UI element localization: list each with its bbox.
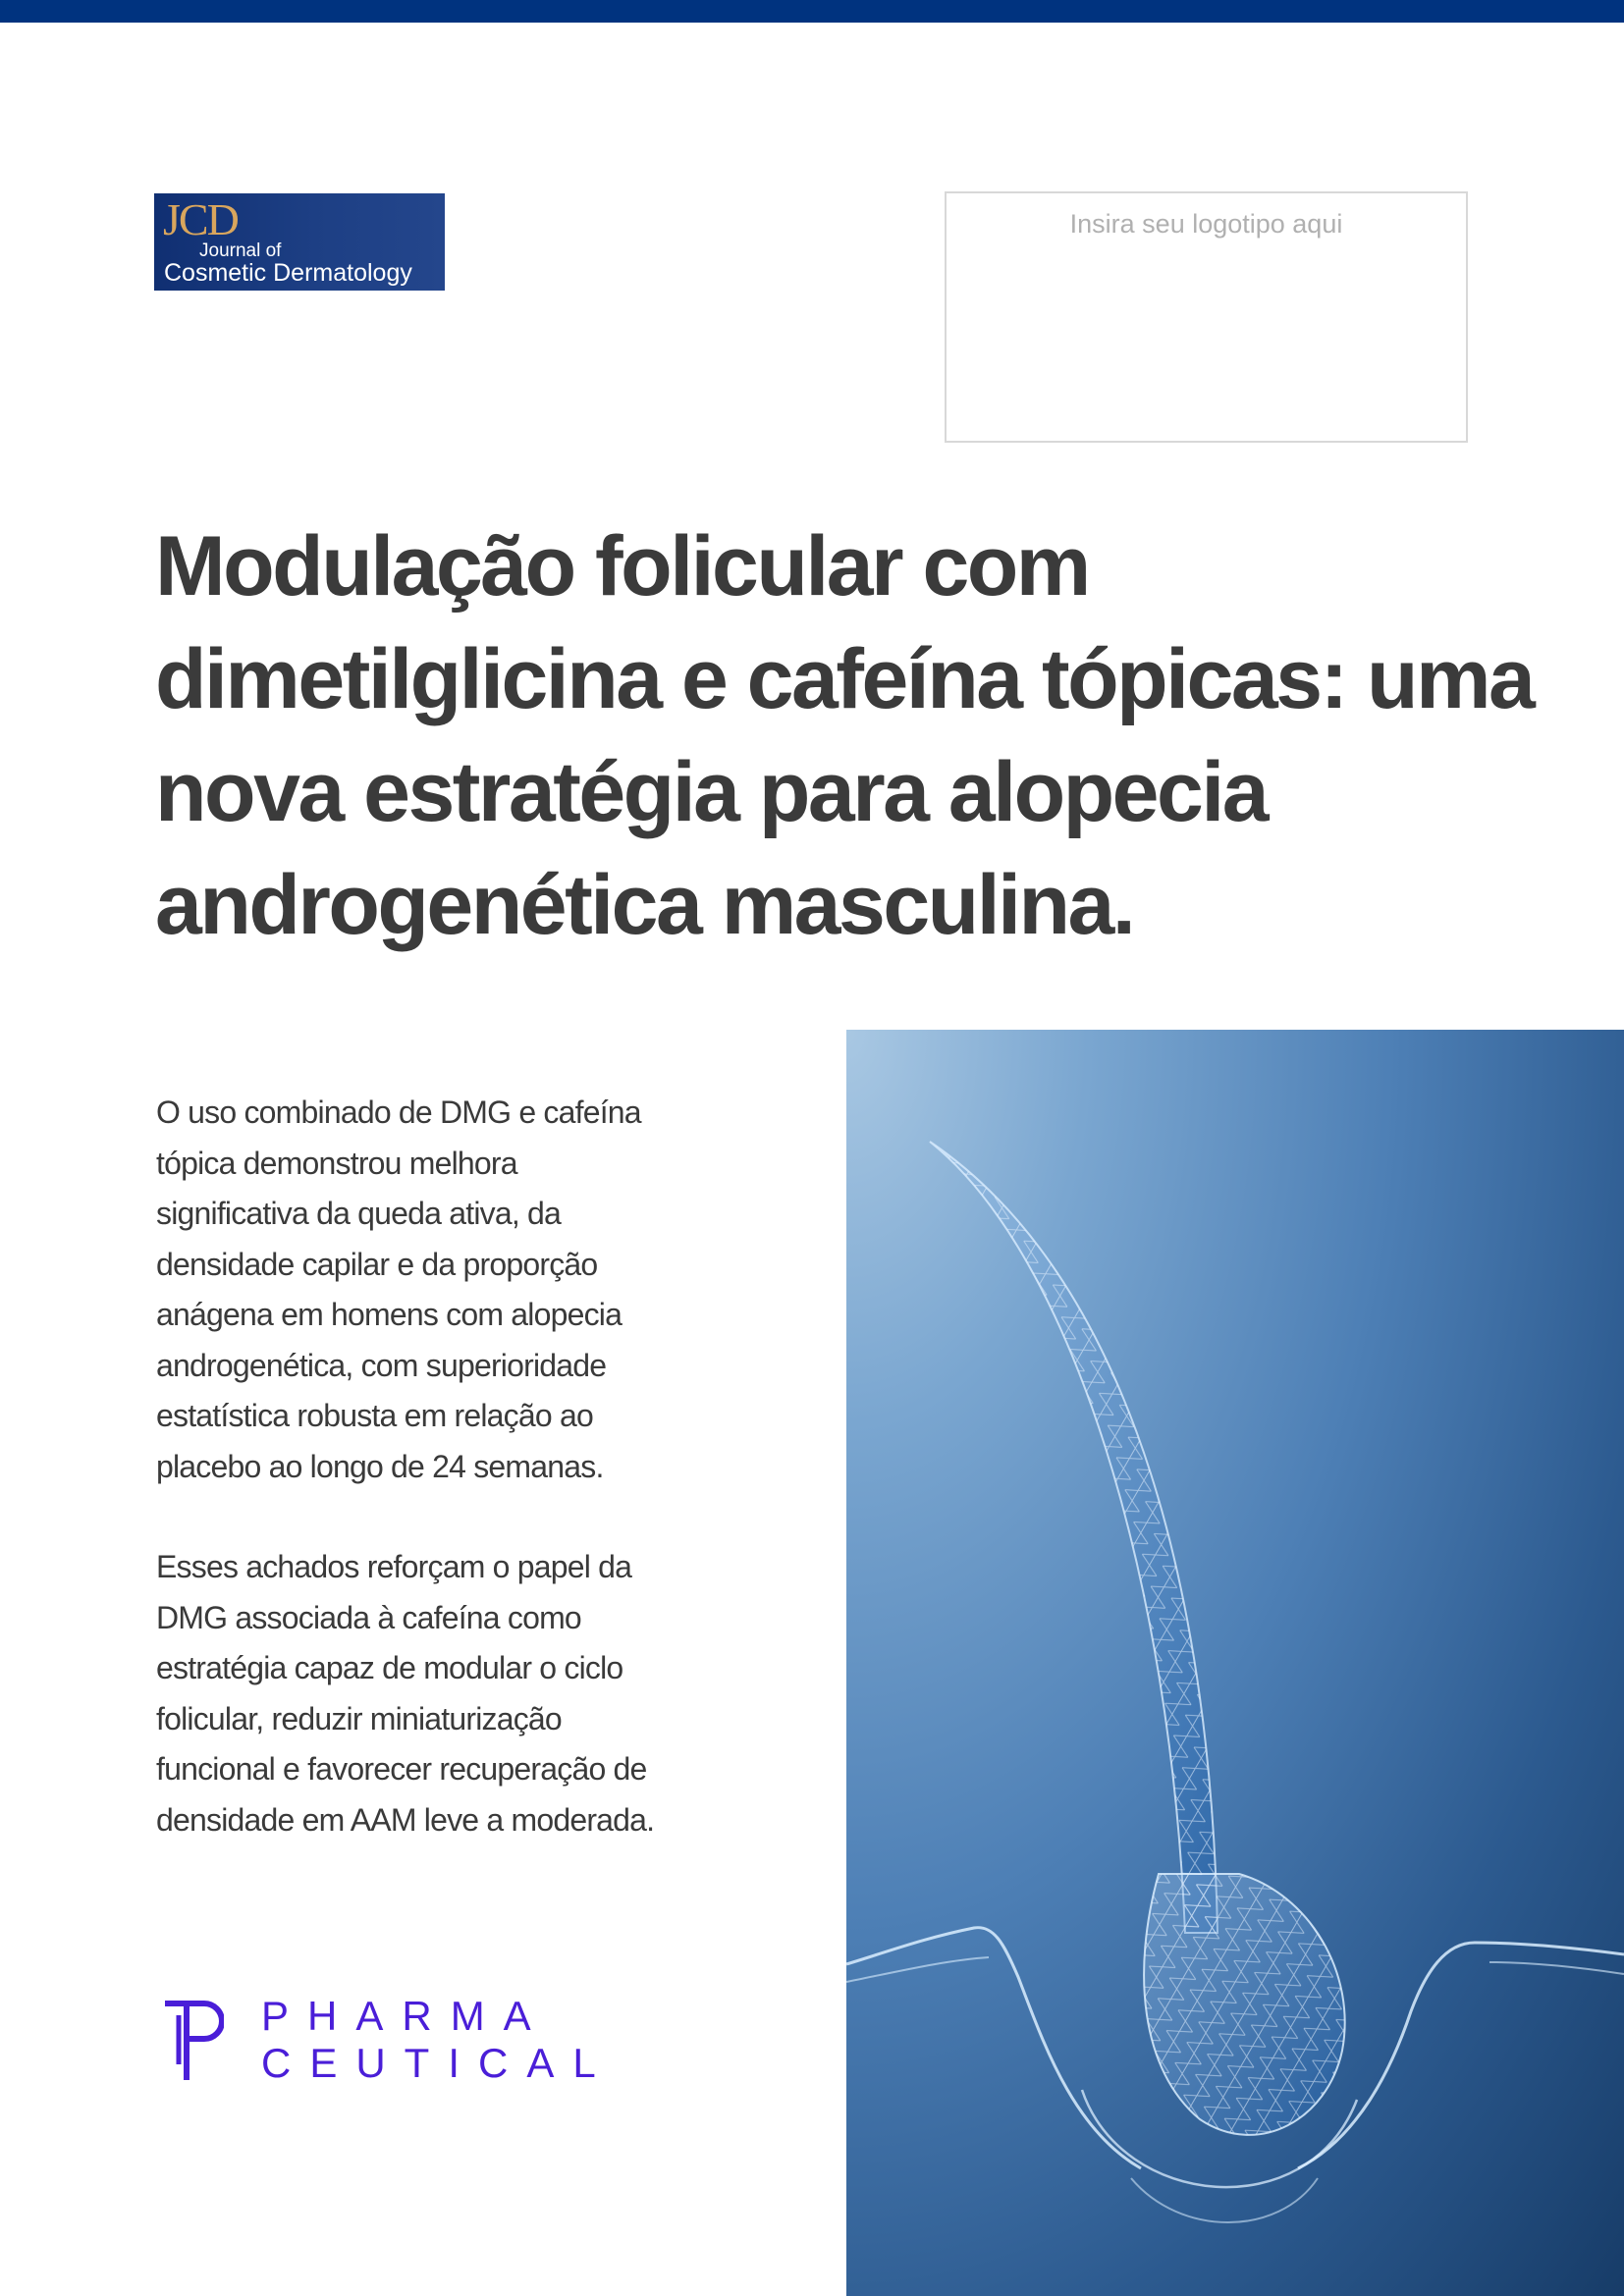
- logo-placeholder-text: Insira seu logotipo aqui: [1069, 209, 1343, 239]
- paragraph-2: [156, 1542, 726, 1845]
- text-line: densidade capilar e da proporção: [156, 1246, 598, 1282]
- text-line: placebo ao longo de 24 semanas.: [156, 1448, 604, 1484]
- journal-line1: Journal of: [199, 240, 282, 261]
- body-text: [156, 1088, 726, 1845]
- hair-follicle-illustration: [846, 1030, 1624, 2296]
- title-line: Modulação folicular com: [155, 519, 1089, 614]
- text-line: significativa da queda ativa, da: [156, 1196, 562, 1231]
- text-line: O uso combinado de DMG e cafeína: [156, 1095, 641, 1130]
- text-line: anágena em homens com alopecia: [156, 1297, 623, 1332]
- text-line: androgenética, com superioridade: [156, 1347, 607, 1383]
- text-line: funcional e favorecer recuperação de: [156, 1751, 647, 1787]
- top-bar: [0, 0, 1624, 23]
- hair-wireframe-graphic: [846, 1030, 1624, 2296]
- text-line: Esses achados reforçam o papel da: [156, 1549, 632, 1584]
- title-line: nova estratégia para alopecia: [155, 745, 1268, 839]
- text-line: estratégia capaz de modular o ciclo: [156, 1650, 623, 1685]
- title-line: dimetilglicina e cafeína tópicas: uma: [155, 632, 1534, 726]
- title-line: androgenética masculina.: [155, 858, 1134, 952]
- journal-abbr: JCD: [163, 194, 238, 244]
- text-line: DMG associada à cafeína como: [156, 1599, 581, 1635]
- pharmaceutical-logo: [165, 1993, 615, 2091]
- text-line: folicular, reduzir miniaturização: [156, 1700, 562, 1736]
- brand-line1: PHARMA: [261, 1993, 550, 2039]
- text-line: densidade em AAM leve a moderada.: [156, 1801, 655, 1838]
- journal-logo: [154, 193, 445, 291]
- logo-placeholder-box[interactable]: [945, 191, 1468, 443]
- text-line: tópica demonstrou melhora: [156, 1145, 517, 1181]
- journal-line2: Cosmetic Dermatology: [164, 259, 412, 287]
- paragraph-1: [156, 1088, 726, 1492]
- text-line: estatística robusta em relação ao: [156, 1398, 593, 1433]
- brand-line2: CEUTICAL: [261, 2040, 615, 2086]
- document-title: [155, 510, 1534, 962]
- pharma-p-icon: [165, 1996, 224, 2084]
